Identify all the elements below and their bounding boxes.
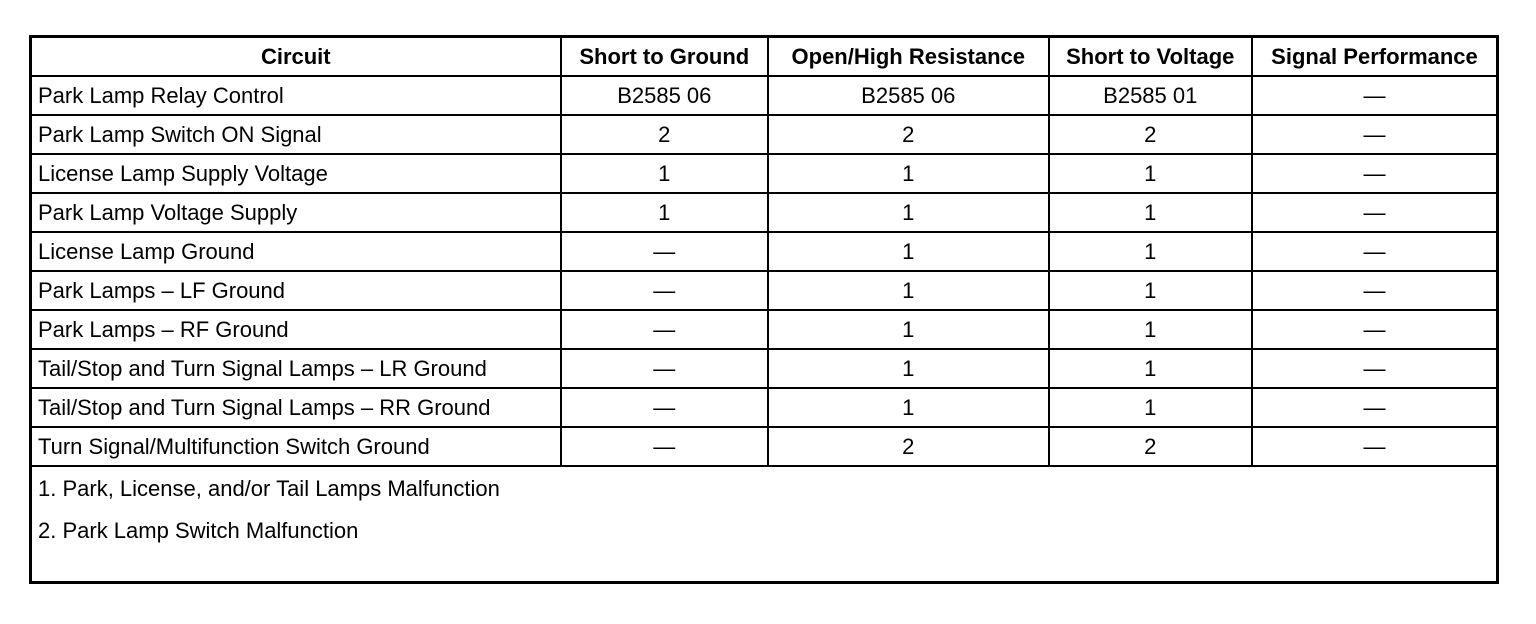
open-high-resistance-cell: 1 [768,232,1049,271]
notes-row [31,466,1498,583]
signal-performance-cell: — [1252,271,1498,310]
header-short-to-ground: Short to Ground [561,37,768,77]
signal-performance-cell: — [1252,115,1498,154]
open-high-resistance-cell: 2 [768,427,1049,466]
short-to-voltage-cell: 1 [1049,388,1252,427]
circuit-cell: Turn Signal/Multifunction Switch Ground [31,427,561,466]
signal-performance-cell: — [1252,349,1498,388]
open-high-resistance-cell: 1 [768,271,1049,310]
header-circuit: Circuit [31,37,561,77]
short-to-ground-cell: — [561,427,768,466]
signal-performance-cell: — [1252,388,1498,427]
table-row [31,388,1498,427]
short-to-ground-cell: — [561,349,768,388]
signal-performance-cell: — [1252,154,1498,193]
open-high-resistance-cell: 1 [768,310,1049,349]
signal-performance-cell: — [1252,310,1498,349]
open-high-resistance-cell: 1 [768,154,1049,193]
circuit-cell: Tail/Stop and Turn Signal Lamps – RR Ground [31,388,561,427]
short-to-ground-cell: 1 [561,154,768,193]
short-to-ground-cell: B2585 06 [561,76,768,115]
short-to-ground-cell: 2 [561,115,768,154]
open-high-resistance-cell: B2585 06 [768,76,1049,115]
short-to-ground-cell: — [561,388,768,427]
header-signal-performance: Signal Performance [1252,37,1498,77]
circuit-cell: Park Lamps – LF Ground [31,271,561,310]
short-to-ground-cell: 1 [561,193,768,232]
short-to-voltage-cell: 1 [1049,349,1252,388]
short-to-ground-cell: — [561,271,768,310]
short-to-voltage-cell: 1 [1049,232,1252,271]
table-row [31,115,1498,154]
table-row [31,349,1498,388]
circuit-cell: Park Lamp Voltage Supply [31,193,561,232]
short-to-voltage-cell: 2 [1049,427,1252,466]
short-to-voltage-cell: 1 [1049,193,1252,232]
short-to-voltage-cell: B2585 01 [1049,76,1252,115]
table-row [31,271,1498,310]
table-row [31,232,1498,271]
header-open-high-resistance: Open/High Resistance [768,37,1049,77]
circuit-diagnostic-table [29,35,1499,584]
open-high-resistance-cell: 2 [768,115,1049,154]
signal-performance-cell: — [1252,76,1498,115]
signal-performance-cell: — [1252,232,1498,271]
open-high-resistance-cell: 1 [768,349,1049,388]
table-row [31,310,1498,349]
short-to-ground-cell: — [561,310,768,349]
circuit-cell: Park Lamps – RF Ground [31,310,561,349]
table-row [31,154,1498,193]
note-1: 1. Park, License, and/or Tail Lamps Malfunction [38,476,500,501]
header-row [31,37,1498,77]
circuit-cell: License Lamp Supply Voltage [31,154,561,193]
signal-performance-cell: — [1252,427,1498,466]
header-short-to-voltage: Short to Voltage [1049,37,1252,77]
short-to-voltage-cell: 1 [1049,310,1252,349]
table-row [31,193,1498,232]
short-to-ground-cell: — [561,232,768,271]
circuit-cell: Park Lamp Relay Control [31,76,561,115]
circuit-cell: Park Lamp Switch ON Signal [31,115,561,154]
table-row [31,427,1498,466]
circuit-cell: Tail/Stop and Turn Signal Lamps – LR Ground [31,349,561,388]
table-row [31,76,1498,115]
circuit-cell: License Lamp Ground [31,232,561,271]
signal-performance-cell: — [1252,193,1498,232]
open-high-resistance-cell: 1 [768,193,1049,232]
notes-cell [31,466,1498,583]
short-to-voltage-cell: 2 [1049,115,1252,154]
note-2: 2. Park Lamp Switch Malfunction [38,518,359,543]
short-to-voltage-cell: 1 [1049,154,1252,193]
short-to-voltage-cell: 1 [1049,271,1252,310]
open-high-resistance-cell: 1 [768,388,1049,427]
